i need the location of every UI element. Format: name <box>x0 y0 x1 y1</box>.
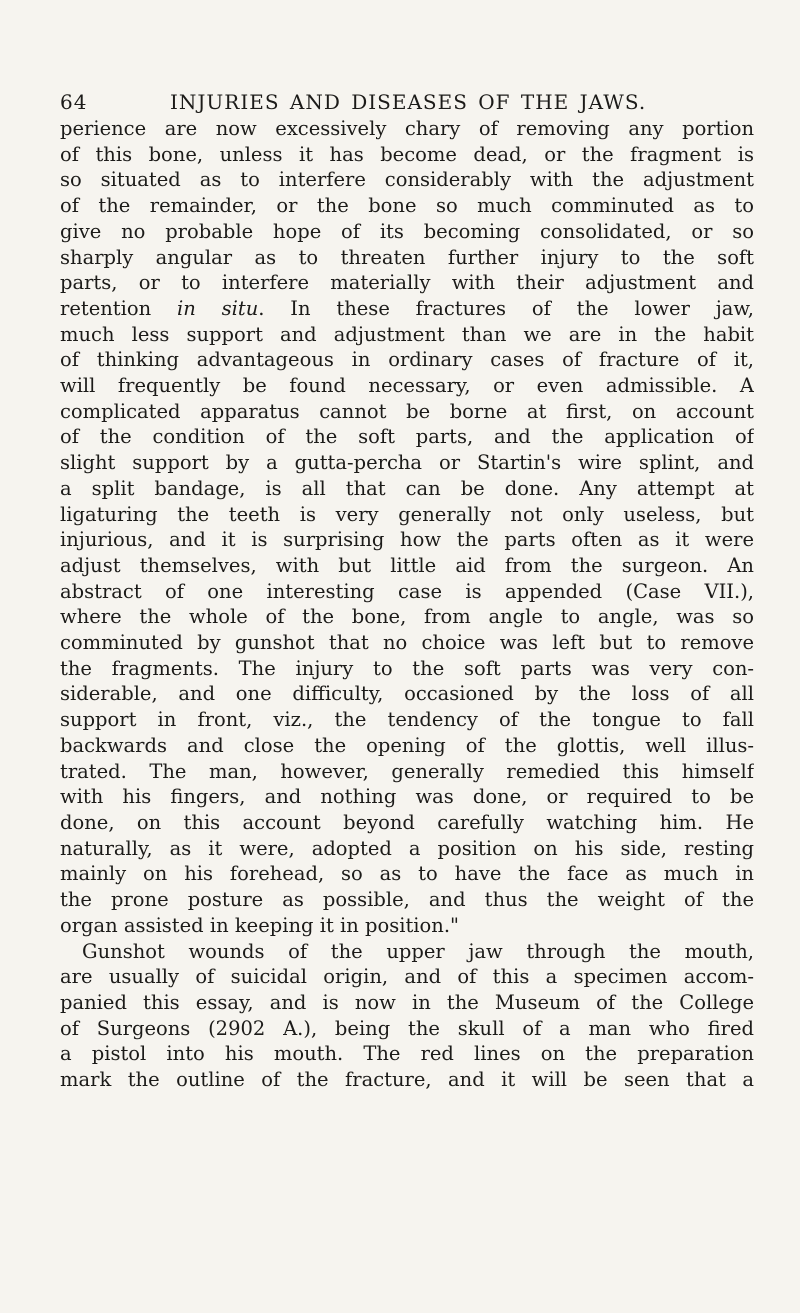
text-line: of Surgeons (2902 A.), being the skull of a man who fired <box>60 1016 754 1040</box>
text-line: organ assisted in keeping it in position." <box>60 913 459 937</box>
text-line: naturally, as it were, adopted a position on his side, resting <box>60 836 754 860</box>
text-line: a split bandage, is all that can be done. Any attempt at <box>60 476 754 500</box>
body-text <box>60 116 754 1093</box>
text-line: backwards and close the opening of the glottis, well illus- <box>60 733 754 757</box>
italic-phrase: in situ <box>177 296 259 320</box>
text-line: the prone posture as possible, and thus the weight of the <box>60 888 754 912</box>
text-line: slight support by a gutta-percha or Startin's wire splint, and <box>60 451 754 475</box>
text-line: retention in situ. In these fractures of the lower jaw, <box>60 296 754 320</box>
text-line: with his fingers, and nothing was done, or required to be <box>60 785 754 809</box>
text-line: mark the outline of the fracture, and it will be seen that a <box>60 1068 754 1092</box>
page-number: 64 <box>60 90 88 114</box>
text-line: of this bone, unless it has become dead, or the fragment is <box>60 142 754 166</box>
text-line: of the remainder, or the bone so much comminuted as to <box>60 194 754 218</box>
text-line: Gunshot wounds of the upper jaw through the mouth, <box>82 939 754 963</box>
text-line: so situated as to interfere considerably with the adjustment <box>60 168 754 192</box>
text-line: of the condition of the soft parts, and the application of <box>60 425 754 449</box>
text-line: the fragments. The injury to the soft parts was very con- <box>60 656 754 680</box>
text-line: adjust themselves, with but little aid from the surgeon. An <box>60 553 754 577</box>
text-line: mainly on his forehead, so as to have the face as much in <box>60 862 754 886</box>
text-line: abstract of one interesting case is appended (Case VII.), <box>60 579 754 603</box>
text-line: ligaturing the teeth is very generally not only useless, but <box>60 502 754 526</box>
text-line: of thinking advantageous in ordinary cases of fracture of it, <box>60 348 754 372</box>
text-line: perience are now excessively chary of removing any portion <box>60 117 754 140</box>
text-line: a pistol into his mouth. The red lines on the preparation <box>60 1042 754 1066</box>
text-line: injurious, and it is surprising how the parts often as it were <box>60 528 754 552</box>
text-line: trated. The man, however, generally remedied this himself <box>60 759 754 783</box>
text-line: support in front, viz., the tendency of the tongue to fall <box>60 708 754 732</box>
text-line: parts, or to interfere materially with their adjustment and <box>60 271 754 295</box>
text-line: are usually of suicidal origin, and of this a specimen accom- <box>60 965 754 989</box>
text-line: will frequently be found necessary, or even admissible. A <box>60 374 754 398</box>
text-line: complicated apparatus cannot be borne at first, on account <box>60 399 754 423</box>
text-line: where the whole of the bone, from angle to angle, was so <box>60 605 754 629</box>
text-line: done, on this account beyond carefully watching him. He <box>60 810 754 834</box>
text-line: give no probable hope of its becoming consolidated, or so <box>60 219 754 243</box>
text-line: much less support and adjustment than we are in the habit <box>60 322 754 346</box>
text-line: siderable, and one difficulty, occasioned by the loss of all <box>60 682 754 706</box>
text-line: comminuted by gunshot that no choice was left but to remove <box>60 631 754 655</box>
text-line: sharply angular as to threaten further injury to the soft <box>60 245 754 269</box>
running-head: INJURIES AND DISEASES OF THE JAWS. <box>170 90 647 114</box>
text-line: panied this essay, and is now in the Museum of the College <box>60 990 754 1014</box>
